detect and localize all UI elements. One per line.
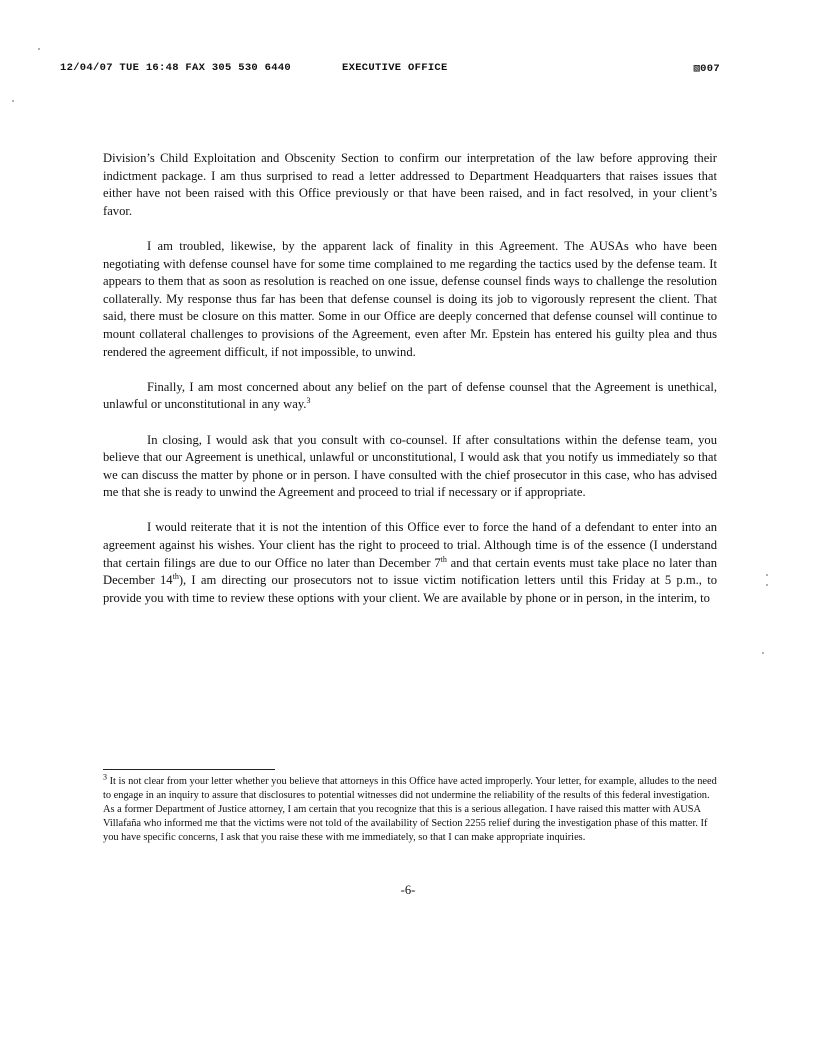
paragraph-finally <box>103 379 717 414</box>
paragraph-finality: I am troubled, likewise, by the apparent lack of finality in this Agreement. The AUSAs who have been negotiating with defense counsel have for some time complained to me regarding the tactics used by the defense team. It appears to them that as soon as resolution is reached on one issue, defense counsel finds ways to challenge the resolution collaterally. My response thus far has been that defense counsel is doing its job to vigorously represent the client. That said, there must be closure on this matter. Some in our Office are deeply concerned that defense counsel will continue to mount collateral challenges to provisions of the Agreement, even after Mr. Epstein has entered his guilty plea and thus rendered the agreement difficult, if not impossible, to unwind. <box>103 238 717 359</box>
paragraph-reiterate-part3: ), I am directing our prosecutors not to issue victim notification letters until this Friday at 5 p.m., to provide you with time to review these options with your client. We are available by phone or in person, in the interim, to <box>103 573 717 605</box>
fax-header <box>60 62 720 78</box>
footnote <box>103 772 717 845</box>
footnote-divider <box>103 769 275 770</box>
scan-speck <box>766 584 768 586</box>
fax-page-code: ▧007 <box>693 63 720 75</box>
paragraph-reiterate-part1: I would reiterate that it is not the intention of this Office ever to force the hand of a defendant to enter into an agreement against his wishes. Your client has the right to proceed to trial. Although time is of the essence (I understand that certain filings are due to our Office no later than December 7 <box>103 520 717 570</box>
scan-speck <box>766 574 768 576</box>
footnote-marker: 3 <box>103 772 107 782</box>
scan-speck <box>12 100 14 102</box>
page-number: -6- <box>400 883 416 897</box>
paragraph-continued: Division’s Child Exploitation and Obscenity Section to confirm our interpretation of the law before approving their indictment package. I am thus surprised to read a letter addressed to Department Headquarters that raises issues that either have not been raised with this Office previously or that have been raised, and in fact resolved, in your client’s favor. <box>103 151 717 218</box>
footnote-ref: 3 <box>306 396 311 406</box>
paragraph-reiterate-part2: and that certain events must take place no later than December 14 <box>103 555 717 588</box>
footnote-text: It is not clear from your letter whether you believe that attorneys in this Office have acted improperly. Your letter, for example, alludes to the need to engage in an inquiry to assure that disclosures to potential witnesses did not undermine the reliability of the results of this federal investigation. As a former Department of Justice attorney, I am certain that you recognize that this is a serious allegation. I have raised this matter with AUSA Villafaña who informed me that the victims were not told of the availability of Section 2255 relief during the investigation phase of this matter. If you have specific concerns, I ask that you raise these with me immediately, so that I can make appropriate inquiries. <box>103 776 717 843</box>
scan-speck <box>38 48 40 50</box>
paragraph-reiterate <box>103 519 717 607</box>
scan-speck <box>762 652 764 654</box>
superscript-th-2: th <box>172 572 179 582</box>
superscript-th-1: th <box>440 554 447 564</box>
fax-office-name: EXECUTIVE OFFICE <box>342 62 448 74</box>
letter-body <box>103 150 717 625</box>
fax-date-time: 12/04/07 TUE 16:48 FAX 305 530 6440 <box>60 62 292 74</box>
paragraph-closing: In closing, I would ask that you consult with co-counsel. If after consultations within the defense team, you believe that our Agreement is unethical, unlawful or unconstitutional, I would ask that you notify us immediately so that we can discuss the matter by phone or in person. I have consulted with the chief prosecutor in this case, who has advised me that she is ready to unwind the Agreement and proceed to trial if necessary or if appropriate. <box>103 432 717 500</box>
paragraph-finally-text: Finally, I am most concerned about any belief on the part of defense counsel that the Agreement is unethical, unlawful or unconstitutional in any way. <box>103 379 717 412</box>
